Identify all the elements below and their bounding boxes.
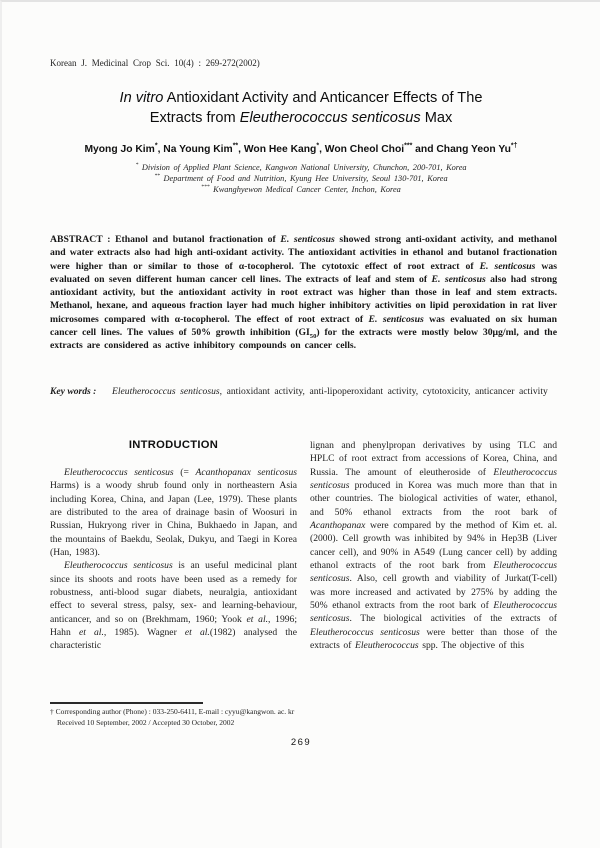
journal-citation: Korean J. Medicinal Crop Sci. 10(4) : 269-272(2002) — [50, 58, 260, 68]
footnote-corresponding: † Corresponding author (Phone) : 033-250-6411, E-mail : cyyu@kangwon. ac. kr — [50, 707, 295, 716]
keywords-text: Eleutherococcus senticosus, antioxidant activity, anti-lipoperoxidant activity, cytotoxicity, anticancer activity — [112, 386, 548, 397]
footnote-rule — [50, 702, 203, 704]
title-line-1: In vitro Antioxidant Activity and Anticancer Effects of The — [119, 90, 483, 106]
intro-paragraph-2: Eleutherococcus senticosus is an useful medicinal plant since its shoots and roots have been used as a remedy for robustness, anti-blood sugar diabets, neuralgia, antioxidant effect to several stress, palsy, sex- and learning-behaviour, anticancer, and so on (Brekhmam, 1960; Yook et al., 1996; Hahn et al., 1985). Wagner et al.(1982) analysed the characteristic — [50, 560, 298, 652]
abstract-text: Ethanol and butanol fractionation of E. senticosus showed strong anti-oxidant activity, and methanol and water extracts also had high anti-oxidant activity. The antioxidant activities in ethanol and butanol fractionation were higher than or similar to those of α-tocopherol. The cytotoxic effect of root extract of E. senticosus was evaluated on seven different human cancer cell lines. The extracts of leaf and stem of E. senticosus also had strong antioxidant activity, but the antioxidant activity in root extract was higher than those in leaf and stem extracts. Methanol, hexane, and aqueous fraction layer had much higher inhibitory activities on lipid peroxidation in rat liver microsomes compared with α-tocopherol. The effect of root extract of E. senticosus was evaluated on six human cancer cell lines. The values of 50% growth inhibition $(GI_{50})$ for the extracts were mostly below 30μg/ml, and the extracts are considered as active inhibitory compounds on cancer cells. — [50, 234, 558, 352]
page-number: 269 — [290, 737, 312, 748]
footnote-received: Received 10 September, 2002 / Accepted 30 October, 2002 — [57, 717, 235, 727]
introduction-heading: INTRODUCTION — [128, 439, 219, 451]
keywords-label: Key words : — [50, 386, 97, 397]
right-column-paragraph: lignan and phenylpropan derivatives by using TLC and HPLC of root extract from accessions of Korea, China, and Russia. The amount of eleutheroside of Eleutherococcus senticosus produced in Korea was much more than that in other countries. The biological activities of water, ethanol, and 50% ethanol extracts from the root bark of Acanthopanax were compared by the method of Kim et. al.(2000). Cell growth was inhibited by 94% in Hep3B (Liver cancer cell), and 90% in A549 (Lung cancer cell) by adding ethanol extracts of the root bark from Eleutherococcus senticosus. Also, cell growth and viability of Jurkat(T-cell) was more increased and activated by 275% by adding the 50% ethanol extracts from the root bark of Eleutherococcus senticosus. The biological activities of the extracts of Eleutherococcus senticosus were better than those of the extracts of Eleutherococcus spp. The objective of this — [310, 440, 557, 652]
intro-paragraph-1: Eleutherococcus senticosus (= Acanthopanax senticosus Harms) is a woody shrub found only in northeastern Asia including Korea, China, and Japan (Lee, 1979). These plants are distributed to the area of drainage basin of Woosuri in Russian, Hukryong river in China, Bukhaedo in Japan, and the mountains of Baekdu, Seolak, Dukyu, and Taegi in Korea (Han, 1983). — [50, 467, 297, 559]
body-columns — [50, 439, 557, 653]
author-line: Myong Jo Kim*, Na Young Kim**, Won Hee Kang*, Won Cheol Choi*** and Chang Yeon Yu*† — [84, 142, 518, 155]
footnote-section — [50, 702, 315, 728]
affiliation-line-1: * Division of Applied Plant Science, Kangwon National University, Chunchon, 200-701, Korea — [135, 162, 467, 172]
left-column — [50, 439, 297, 653]
article-title — [2, 89, 600, 128]
affiliation-line-2: ** Department of Food and Nutrition, Kyung Hee University, Seoul 130-701, Korea — [154, 173, 448, 184]
abstract-label: ABSTRACT : — [50, 234, 116, 245]
title-line-2: Extracts from Eleutherococcus senticosus Max — [149, 109, 453, 126]
right-column — [310, 439, 557, 653]
keywords-section — [50, 385, 557, 400]
affiliation-line-3: *** Kwanghyewon Medical Cancer Center, Inchon, Korea — [201, 184, 401, 195]
abstract-section — [50, 233, 557, 353]
affiliations — [2, 162, 600, 196]
